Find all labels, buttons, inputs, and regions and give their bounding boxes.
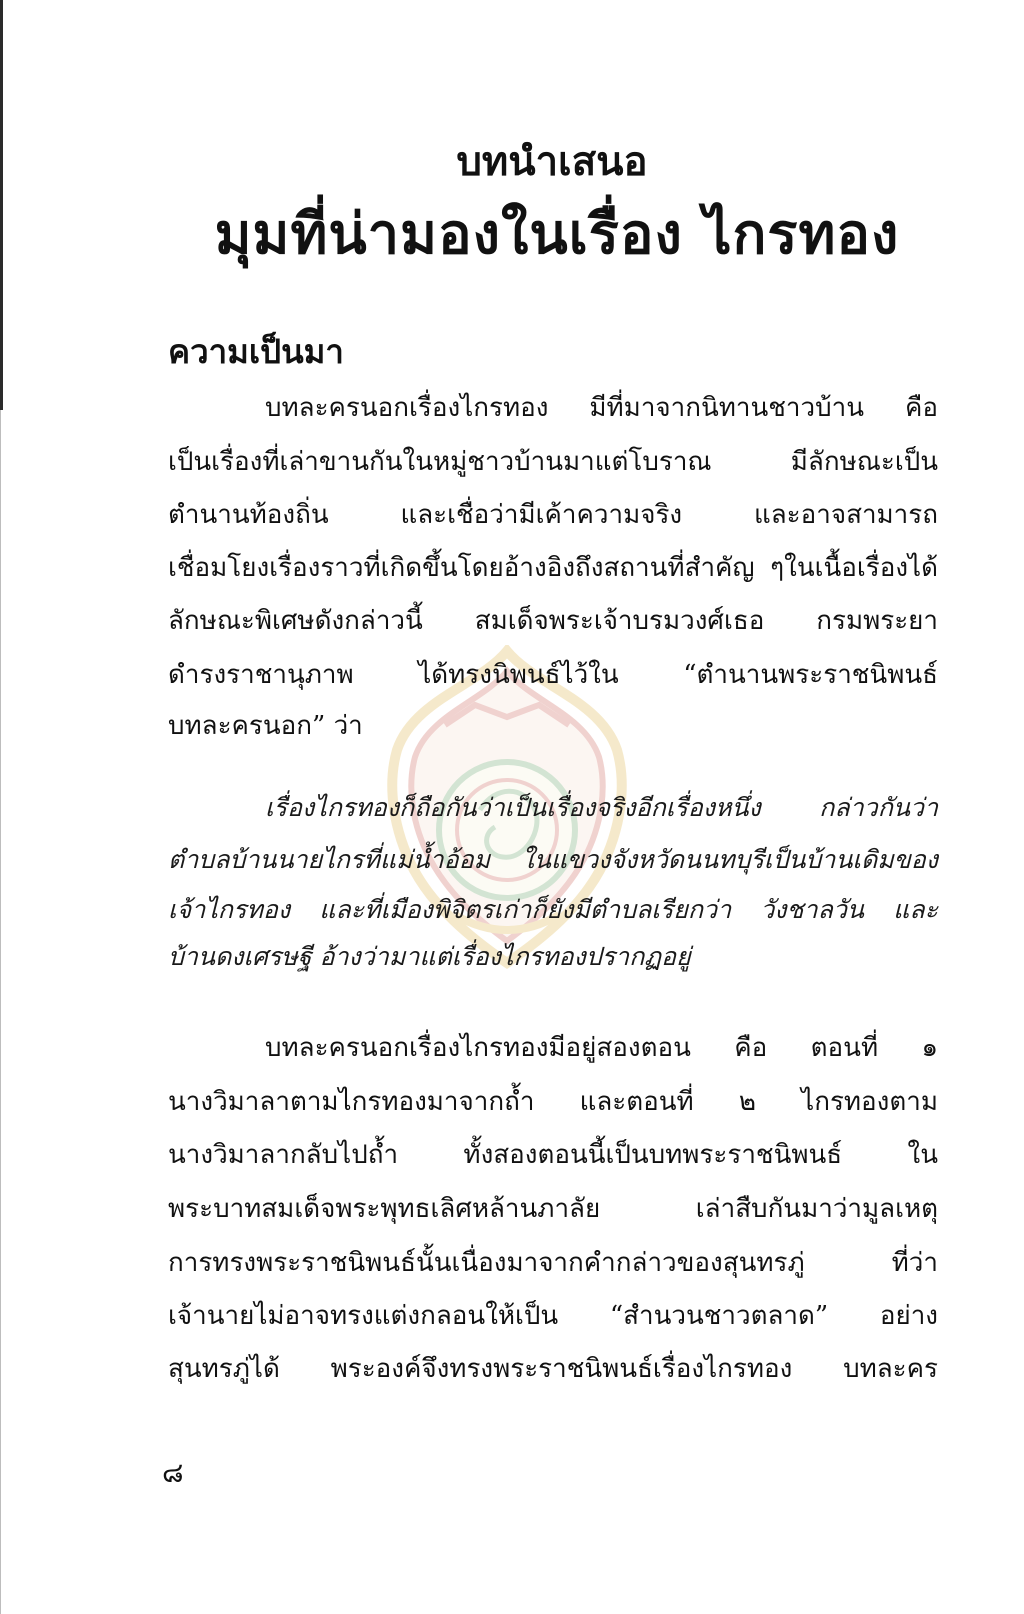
section-heading: ความเป็นมา (168, 332, 344, 371)
paragraph-line: บทละครนอกเรื่องไกรทองมีอยู่สองตอน คือ ตอนที่ ๑ (265, 1033, 938, 1063)
page-margin-line (0, 410, 1, 1614)
paragraph-line: นางวิมาลากลับไปถ้ำ ทั้งสองตอนนี้เป็นบทพระราชนิพนธ์ ใน (168, 1140, 938, 1170)
page-subtitle: บทนำเสนอ (456, 139, 648, 185)
paragraph-line: พระบาทสมเด็จพระพุทธเลิศหล้านภาลัย เล่าสืบกันมาว่ามูลเหตุ (168, 1194, 938, 1224)
paragraph-line: ตำนานท้องถิ่น และเชื่อว่ามีเค้าความจริง และอาจสามารถ (168, 500, 938, 530)
paragraph-line: ลักษณะพิเศษดังกล่าวนี้ สมเด็จพระเจ้าบรมวงศ์เธอ กรมพระยา (168, 606, 938, 636)
quote-line: เรื่องไกรทองก็ถือกันว่าเป็นเรื่องจริงอีกเรื่องหนึ่ง กล่าวกันว่า (265, 793, 938, 822)
page-number: ๘ (162, 1456, 184, 1489)
paragraph-line: เชื่อมโยงเรื่องราวที่เกิดขึ้นโดยอ้างอิงถึงสถานที่สำคัญ ๆในเนื้อเรื่องได้ (168, 553, 938, 583)
paragraph-line: ดำรงราชานุภาพ ได้ทรงนิพนธ์ไว้ใน “ตำนานพระราชนิพนธ์ (168, 660, 938, 690)
page-title: มุมที่น่ามองในเรื่อง ไกรทอง (214, 202, 900, 267)
paragraph-line: บทละครนอก” ว่า (168, 711, 363, 741)
paragraph-line: เป็นเรื่องที่เล่าขานกันในหมู่ชาวบ้านมาแต่โบราณ มีลักษณะเป็น (168, 447, 938, 477)
quote-line: บ้านดงเศรษฐี อ้างว่ามาแต่เรื่องไกรทองปรากฏอยู่ (168, 942, 691, 971)
quote-line: ตำบลบ้านนายไกรที่แม่น้ำอ้อม ในแขวงจังหวัดนนทบุรีเป็นบ้านเดิมของ (168, 845, 938, 874)
paragraph-line: สุนทรภู่ได้ พระองค์จึงทรงพระราชนิพนธ์เรื่องไกรทอง บทละคร (168, 1354, 938, 1384)
quote-line: เจ้าไกรทอง และที่เมืองพิจิตรเก่าก็ยังมีตำบลเรียกว่า วังชาลวัน และ (168, 895, 938, 924)
paragraph-line: การทรงพระราชนิพนธ์นั้นเนื่องมาจากคำกล่าวของสุนทรภู่ ที่ว่า (168, 1248, 938, 1278)
paragraph-line: บทละครนอกเรื่องไกรทอง มีที่มาจากนิทานชาวบ้าน คือ (265, 393, 938, 423)
paragraph-line: เจ้านายไม่อาจทรงแต่งกลอนให้เป็น “สำนวนชาวตลาด” อย่าง (168, 1301, 938, 1331)
paragraph-line: นางวิมาลาตามไกรทองมาจากถ้ำ และตอนที่ ๒ ไกรทองตาม (168, 1087, 938, 1117)
